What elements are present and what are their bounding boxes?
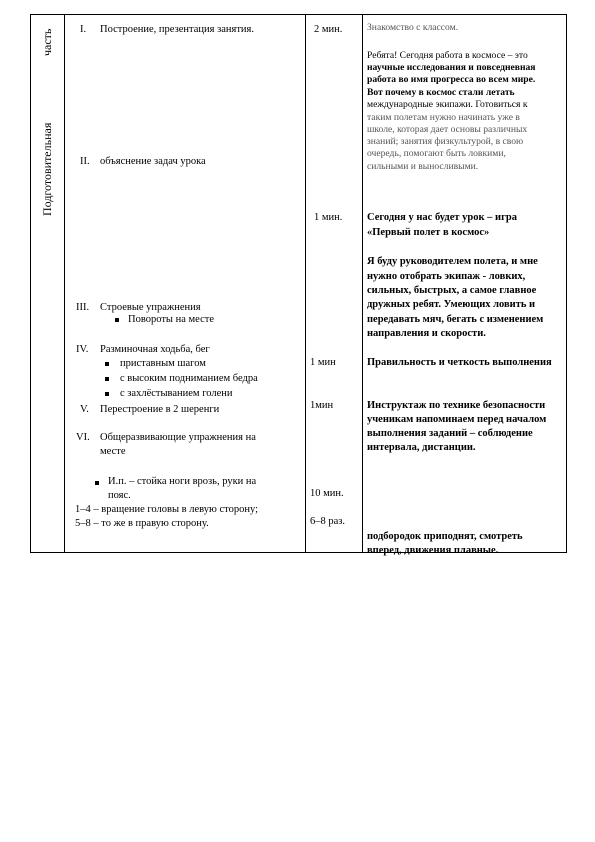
note-text: международные экипажи. Готовиться к (367, 99, 528, 110)
note-text: Я буду руководителем полета, и мне (367, 256, 538, 267)
step-text: Построение, презентация занятия. (100, 24, 254, 35)
note-text: передавать мяч, бегать с изменением (367, 314, 544, 325)
sub-step-text: с высоким подниманием бедра (120, 373, 258, 384)
exercise-text: 1–4 – вращение головы в левую сторону; (75, 504, 258, 515)
step-text: Строевые упражнения (100, 302, 201, 313)
note-text: Инструктаж по технике безопасности (367, 400, 546, 411)
note-text: направления и скорости. (367, 328, 486, 339)
step-number: II. (80, 156, 90, 167)
note-text: вперед, движения плавные. (367, 545, 499, 556)
note-text: Сегодня у нас будет урок – игра (367, 212, 517, 223)
sub-step-text: с захлёстыванием голени (120, 388, 233, 399)
sub-step-text: Повороты на месте (128, 314, 214, 325)
note-text: ученикам напоминаем перед началом (367, 414, 547, 425)
step-number: III. (76, 302, 90, 313)
step-number: V. (80, 404, 89, 415)
note-text: Знакомство с классом. (367, 22, 459, 33)
exercise-text: И.п. – стойка ноги врозь, руки на (108, 476, 257, 487)
bullet-icon (115, 318, 119, 322)
note-text: Правильность и четкость выполнения (367, 357, 552, 368)
column-divider (305, 15, 306, 552)
duration: 2 мин. (314, 24, 343, 35)
duration: 10 мин. (310, 488, 344, 499)
part-label: часть (40, 28, 54, 56)
note-text: Ребята! Сегодня работа в космосе – это (367, 50, 528, 61)
note-text: подбородок приподнят, смотреть (367, 531, 523, 542)
exercise-text: пояс. (108, 490, 131, 501)
step-text: объяснение задач урока (100, 156, 206, 167)
note-text: таким полетам нужно начинать уже в (367, 112, 520, 123)
section-label: Подготовительная (40, 122, 54, 216)
column-divider (362, 15, 363, 552)
exercise-text: 5–8 – то же в правую сторону. (75, 518, 209, 529)
note-text: научные исследования и повседневная (367, 62, 536, 73)
note-text: «Первый полет в космос» (367, 227, 490, 238)
step-text: Разминочная ходьба, бег (100, 344, 210, 355)
duration: 6–8 раз. (310, 516, 346, 527)
bullet-icon (105, 377, 109, 381)
step-text: месте (100, 446, 126, 457)
step-number: VI. (76, 432, 90, 443)
note-text: сильных, быстрых, а самое главное (367, 285, 537, 296)
bullet-icon (105, 392, 109, 396)
sub-step-text: приставным шагом (120, 358, 206, 369)
note-text: сильными и выносливыми. (367, 161, 479, 172)
bullet-icon (105, 362, 109, 366)
note-text: школе, которая дает основы различных (367, 124, 528, 135)
note-text: дружных ребят. Умеющих ловить и (367, 299, 536, 310)
note-text: работа во имя прогресса во всем мире. (367, 74, 536, 85)
step-number: IV. (76, 344, 89, 355)
note-text: интервала, дистанции. (367, 442, 476, 453)
note-text: выполнения заданий – соблюдение (367, 428, 533, 439)
note-text: знаний; занятия физкультурой, в свою (367, 136, 524, 147)
note-text: нужно отобрать экипаж - ловких, (367, 271, 526, 282)
step-number: I. (80, 24, 87, 35)
duration: 1 мин. (314, 212, 343, 223)
step-text: Общеразвивающие упражнения на (100, 432, 256, 443)
duration: 1мин (310, 400, 334, 411)
note-text: очередь, помогают быть ловкими, (367, 148, 506, 159)
column-divider (64, 15, 65, 552)
duration: 1 мин (310, 357, 336, 368)
step-text: Перестроение в 2 шеренги (100, 404, 220, 415)
note-text: Вот почему в космос стали летать (367, 87, 515, 98)
bullet-icon (95, 481, 99, 485)
